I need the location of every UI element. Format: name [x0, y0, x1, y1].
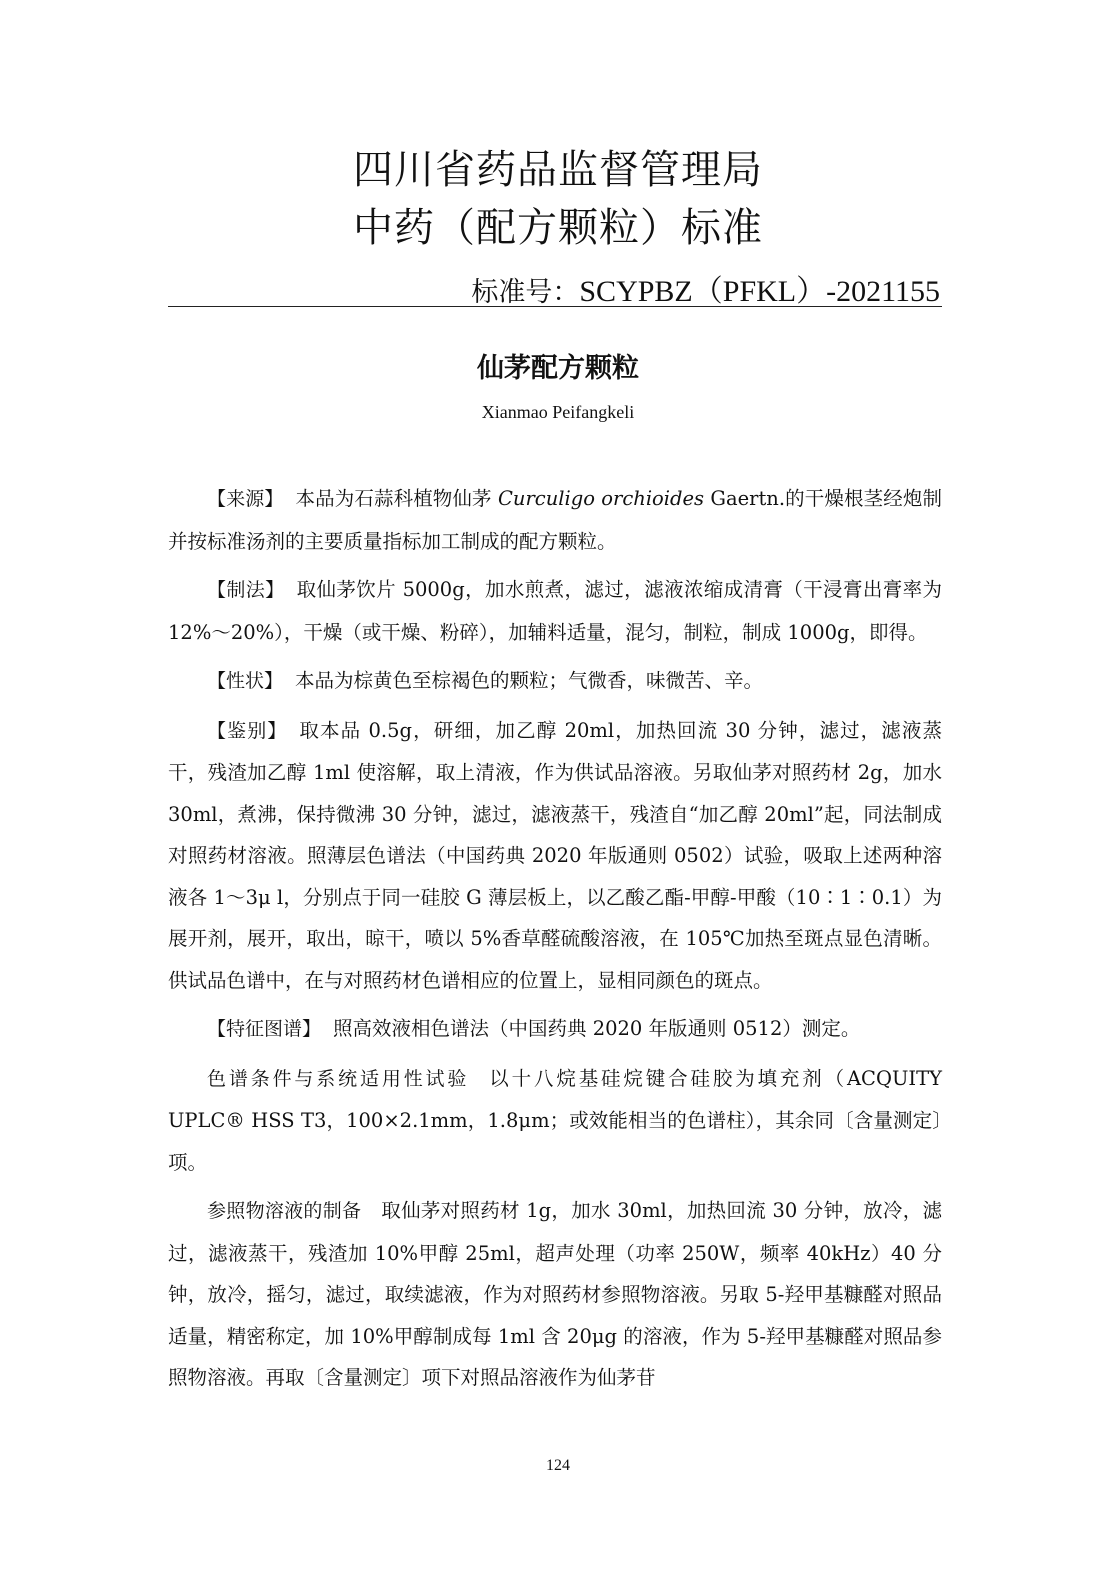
standard-number-label: 标准号： [471, 277, 580, 308]
subsection-heading: 色谱条件与系统适用性试验 [207, 1067, 470, 1090]
section-identification [168, 710, 942, 1002]
document-body [168, 478, 942, 1406]
latin-name: Curculigo orchioides [497, 487, 705, 510]
section-source [168, 478, 942, 562]
section-text: 本品为棕黄色至棕褐色的颗粒；气微香，味微苦、辛。 [295, 669, 764, 692]
section-preparation [168, 569, 942, 653]
page-number: 124 [546, 1457, 570, 1474]
section-text: Gaertn.的干燥根茎经炮制并按标准汤剂的主要质量指标加工制成的配方颗粒。 [168, 487, 942, 553]
section-text: 取仙茅饮片 5000g，加水煎煮，滤过，滤液浓缩成清膏（干浸膏出膏率为 12%～20%），干燥（或干燥、粉碎），加辅料适量，混匀，制粒，制成 1000g，即得。 [168, 578, 942, 644]
agency-title: 四川省药品监督管理局 [353, 147, 763, 193]
document-pinyin: Xianmao Peifangkeli [481, 402, 635, 422]
standard-number: SCYPBZ（PFKL）-2021155 [579, 275, 940, 308]
subsection-heading: 参照物溶液的制备 [207, 1200, 362, 1222]
section-fingerprint [168, 1008, 942, 1051]
section-text: 以十八烷基硅烷键合硅胶为填充剂（ACQUITY UPLC® HSS T3，100×2.1mm，1.8μm；或效能相当的色谱柱），其余同〔含量测定〕项。 [168, 1066, 942, 1174]
section-heading: 【特征图谱】 [207, 1018, 322, 1040]
document-title: 仙茅配方颗粒 [477, 353, 639, 384]
section-heading: 【鉴别】 [207, 719, 288, 742]
section-characters [168, 660, 942, 703]
section-text: 取仙茅对照药材 1g，加水 30ml，加热回流 30 分钟，放冷，滤过，滤液蒸干，残渣加 10%甲醇 25ml，超声处理（功率 250W，频率 40kHz）40 分钟，放冷，摇匀，滤过，取续滤液，作为对照药材参照物溶液。另取 5-羟甲基糠醛对照品适量，精密称定，加 10%甲醇制成每 1ml 含 20μg 的溶液，作为 5-羟甲基糠醛对照品参照物溶液。再取〔含量测定〕项下对照品溶液作为仙茅苷 [168, 1199, 942, 1389]
section-reference-solution [168, 1190, 942, 1399]
standard-number-line [471, 266, 940, 310]
section-text: 本品为石蒜科植物仙茅 [295, 487, 498, 510]
standard-type-title: 中药（配方颗粒）标准 [353, 205, 763, 251]
section-text: 照高效液相色谱法（中国药典 2020 年版通则 0512）测定。 [333, 1017, 861, 1040]
section-heading: 【制法】 [207, 579, 285, 601]
section-text: 取本品 0.5g，研细，加乙醇 20ml，加热回流 30 分钟，滤过，滤液蒸干，残渣加乙醇 1ml 使溶解，取上清液，作为供试品溶液。另取仙茅对照药材 2g，加水 30ml，煮沸，保持微沸 30 分钟，滤过，滤液蒸干，残渣自“加乙醇 20ml”起，同法制成对照药材溶液。照薄层色谱法（中国药典 2020 年版通则 0502）试验，吸取上述两种溶液各 1～3μ l，分别点于同一硅胶 G 薄层板上，以乙酸乙酯-甲醇-甲酸（10∶1∶0.1）为展开剂，展开，取出，晾干，喷以 5%香草醛硫酸溶液，在 105℃加热至斑点显色清晰。供试品色谱中，在与对照药材色谱相应的位置上，显相同颜色的斑点。 [168, 718, 942, 992]
section-heading: 【性状】 [207, 670, 284, 692]
header-divider [168, 306, 942, 307]
section-chromatographic-conditions [168, 1058, 942, 1184]
section-heading: 【来源】 [207, 488, 284, 510]
